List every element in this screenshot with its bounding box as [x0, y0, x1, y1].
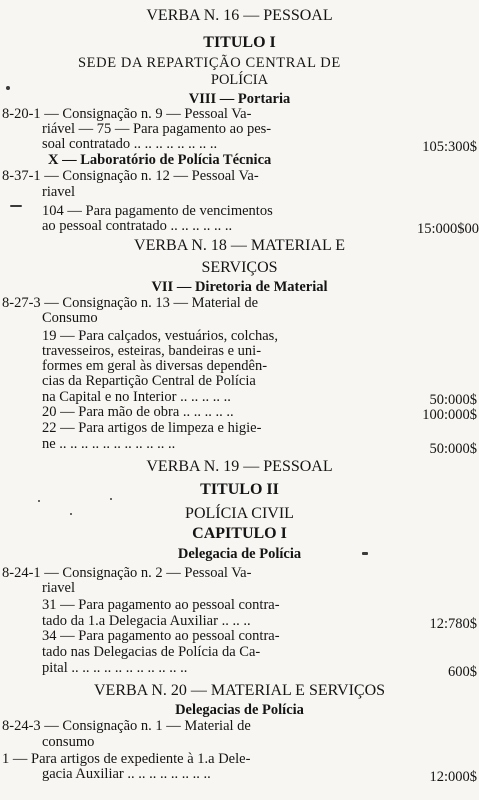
delegacia-line-6: tado nas Delegacias de Polícia da Ca-: [42, 644, 261, 660]
verba-18-heading-line-1: VERBA N. 18 — MATERIAL E: [134, 237, 345, 254]
verba-19-heading: VERBA N. 19 — PESSOAL: [146, 458, 333, 475]
diretoria-line-5: formes em geral às diversas dependên-: [42, 358, 268, 374]
delegacias-line-4: gacia Auxiliar .. .. .. .. .. .. .. ..: [42, 766, 211, 782]
diretoria-line-8: 20 — Para mão de obra .. .. .. .. ..: [42, 404, 234, 420]
laboratorio-line-2: riavel: [42, 184, 76, 200]
scan-speck: [70, 513, 72, 515]
sede-heading-line-2: POLÍCIA: [210, 72, 269, 88]
scan-speck: [362, 552, 368, 555]
diretoria-line-7: na Capital e no Interior .. .. .. .. ..: [42, 389, 231, 405]
diretoria-line-4: travesseiros, esteiras, bandeiras e uni-: [42, 343, 262, 359]
diretoria-line-1: 8-27-3 — Consignação n. 13 — Material de: [2, 295, 259, 311]
verba-16-heading: VERBA N. 16 — PESSOAL: [146, 7, 333, 24]
delegacias-amount: 12:000$: [429, 769, 477, 785]
delegacias-heading: Delegacias de Polícia: [175, 702, 304, 718]
portaria-line-1: 8-20-1 — Consignação n. 9 — Pessoal Va-: [2, 106, 252, 122]
capitulo-i-heading: CAPITULO I: [192, 525, 287, 542]
diretoria-amount-1: 50:000$: [429, 392, 477, 408]
titulo-ii-heading: TITULO II: [200, 481, 279, 498]
diretoria-line-10: ne .. .. .. .. .. .. .. .. .. .. ..: [42, 436, 176, 452]
verba-20-heading: VERBA N. 20 — MATERIAL E SERVIÇOS: [93, 682, 386, 699]
titulo-i-heading: TITULO I: [203, 34, 276, 51]
delegacia-amount-1: 12:780$: [429, 616, 477, 632]
portaria-line-2: riável — 75 — Para pagamento ao pes-: [42, 121, 272, 137]
laboratorio-amount: 15:000$00: [416, 221, 479, 237]
diretoria-amount-3: 50:000$: [429, 441, 477, 457]
delegacias-line-2: consumo: [42, 734, 95, 750]
delegacia-heading: Delegacia de Polícia: [177, 546, 302, 562]
scan-speck: [6, 86, 10, 90]
delegacia-line-1: 8-24-1 — Consignação n. 2 — Pessoal Va-: [2, 565, 252, 581]
laboratorio-line-4: ao pessoal contratado .. .. .. .. .. ..: [42, 218, 233, 234]
delegacia-line-3: 31 — Para pagamento ao pessoal contra-: [42, 597, 280, 613]
laboratorio-line-1: 8-37-1 — Consignação n. 12 — Pessoal Va-: [2, 168, 259, 184]
delegacia-line-7: pital .. .. .. .. .. .. .. .. .. .. ..: [42, 660, 188, 676]
diretoria-amount-2: 100:000$: [422, 407, 477, 423]
delegacias-line-3: 1 — Para artigos de expediente à 1.a Dele-: [2, 751, 251, 767]
diretoria-line-9: 22 — Para artigos de limpeza e higie-: [42, 420, 262, 436]
delegacias-line-1: 8-24-3 — Consignação n. 1 — Material de: [2, 718, 251, 734]
sede-heading-line-1: SEDE DA REPARTIÇÃO CENTRAL DE: [78, 55, 341, 71]
diretoria-line-3: 19 — Para calçados, vestuários, colchas,: [42, 328, 278, 344]
delegacia-line-4: tado da 1.a Delegacia Auxiliar .. .. ..: [42, 613, 251, 629]
scan-speck: [110, 498, 112, 500]
delegacia-line-5: 34 — Para pagamento ao pessoal contra-: [42, 628, 280, 644]
diretoria-heading: VII — Diretoria de Material: [151, 279, 328, 295]
laboratorio-heading: X — Laboratório de Polícia Técnica: [48, 152, 272, 168]
policia-civil-heading: POLÍCIA CIVIL: [185, 505, 294, 522]
scan-speck: [38, 500, 40, 502]
diretoria-line-6: cias da Repartição Central de Polícia: [42, 373, 256, 389]
scan-speck: [10, 205, 22, 207]
portaria-line-3: soal contratado .. .. .. .. .. .. .. ..: [42, 136, 218, 152]
diretoria-line-2: Consumo: [42, 310, 98, 326]
delegacia-line-2: riavel: [42, 580, 76, 596]
verba-18-heading-line-2: SERVIÇOS: [201, 259, 278, 276]
delegacia-amount-2: 600$: [448, 664, 477, 680]
laboratorio-line-3: 104 — Para pagamento de vencimentos: [42, 203, 273, 219]
portaria-heading: VIII — Portaria: [188, 91, 291, 107]
portaria-amount: 105:300$: [422, 139, 477, 155]
